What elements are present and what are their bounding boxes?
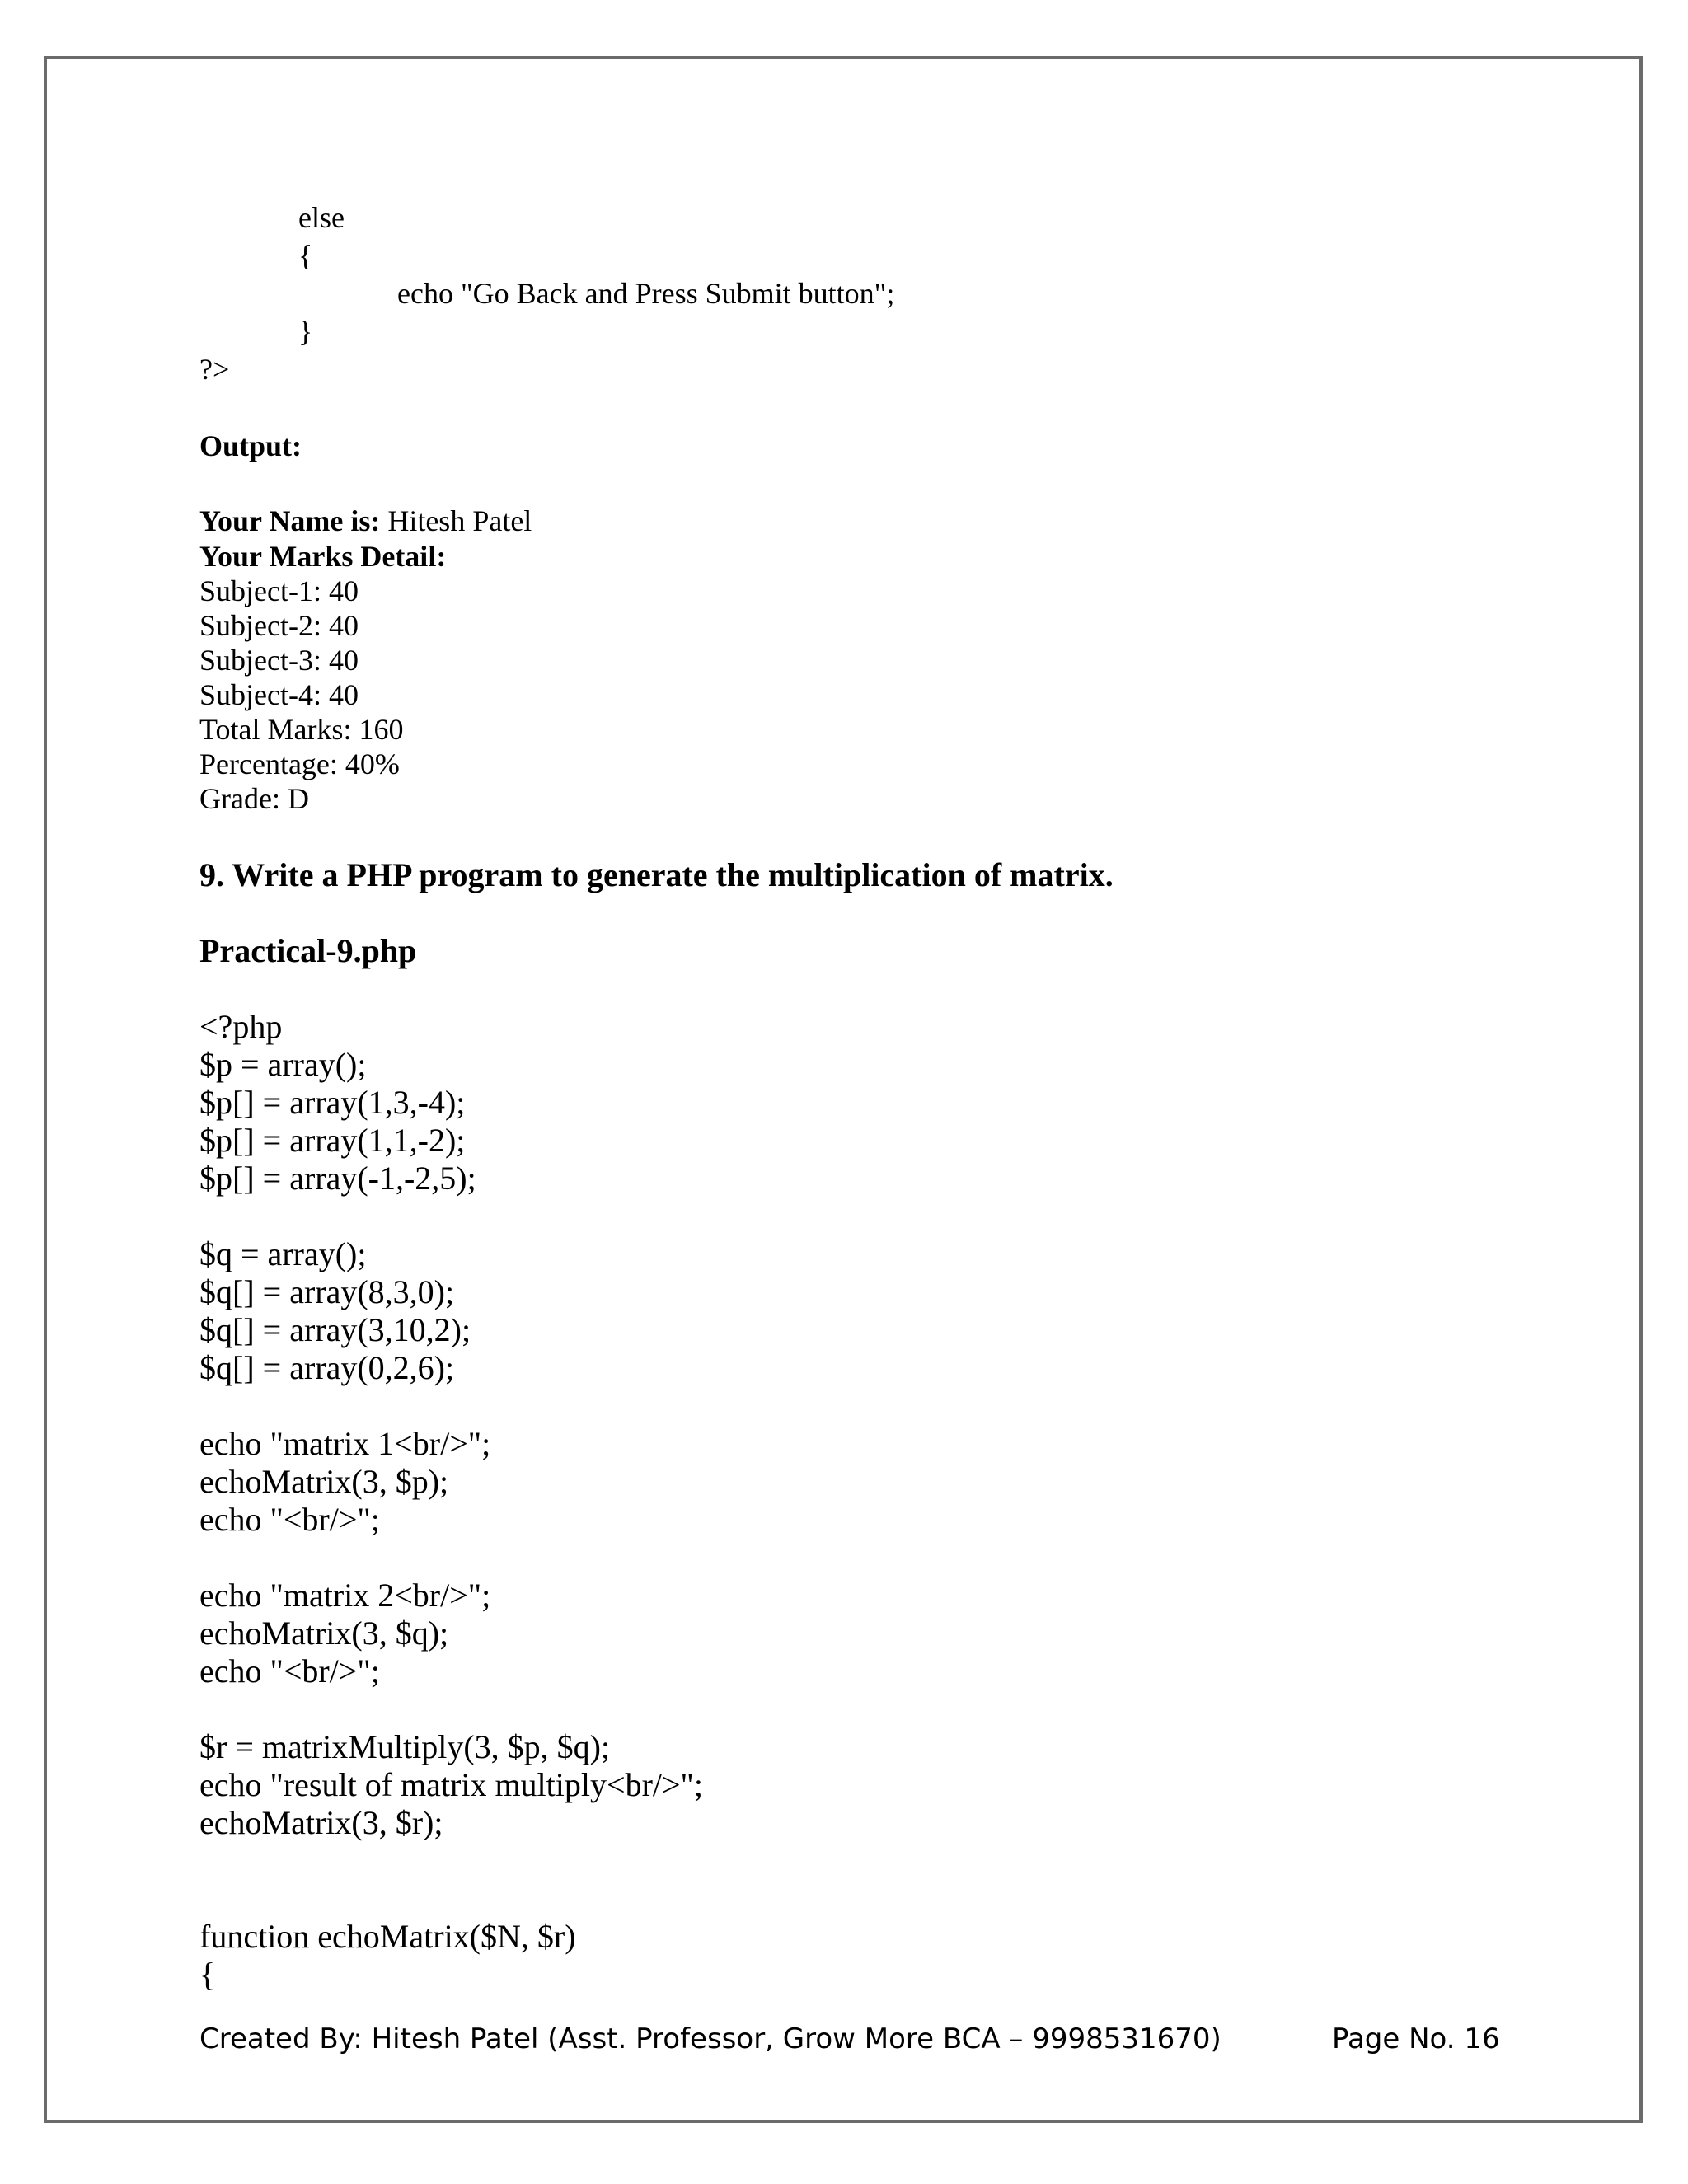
code-line: $q = array(); (199, 1235, 367, 1272)
code-line: function echoMatrix($N, $r) (199, 1918, 576, 1955)
code-else: else (298, 201, 345, 234)
file-name: Practical-9.php (199, 932, 417, 969)
code-line: echo "<br/>"; (199, 1652, 380, 1690)
code-line: echo "result of matrix multiply<br/>"; (199, 1766, 703, 1803)
code-line: $q[] = array(3,10,2); (199, 1311, 471, 1348)
code-line: $r = matrixMultiply(3, $p, $q); (199, 1728, 611, 1765)
output-line: Subject-3: 40 (199, 644, 359, 677)
output-heading: Output: (199, 429, 302, 462)
output-name-line (199, 506, 532, 536)
code-line: echo "<br/>"; (199, 1501, 380, 1538)
code-line: echoMatrix(3, $p); (199, 1463, 449, 1500)
code-line: $q[] = array(8,3,0); (199, 1273, 455, 1310)
code-close-brace: } (298, 315, 313, 348)
code-line: { (199, 1956, 216, 1993)
code-line: echoMatrix(3, $q); (199, 1615, 449, 1652)
output-line: Subject-4: 40 (199, 678, 359, 711)
footer-page-number: Page No. 16 (1332, 2022, 1500, 2055)
name-label: Your Name is: (199, 504, 381, 537)
code-line: echo "matrix 1<br/>"; (199, 1425, 491, 1462)
output-line: Subject-1: 40 (199, 574, 359, 607)
code-line: $p[] = array(1,1,-2); (199, 1122, 466, 1159)
code-line: $q[] = array(0,2,6); (199, 1349, 455, 1386)
code-line: <?php (199, 1008, 283, 1045)
code-line: echoMatrix(3, $r); (199, 1804, 443, 1841)
code-line: $p = array(); (199, 1046, 367, 1083)
output-line: Total Marks: 160 (199, 713, 404, 746)
output-line: Grade: D (199, 782, 309, 815)
code-echo-statement: echo "Go Back and Press Submit button"; (397, 277, 895, 310)
output-line: Percentage: 40% (199, 748, 400, 780)
marks-heading: Your Marks Detail: (199, 540, 447, 573)
output-line: Subject-2: 40 (199, 609, 359, 642)
question-title: 9. Write a PHP program to generate the multiplication of matrix. (199, 856, 1114, 893)
code-line: echo "matrix 2<br/>"; (199, 1577, 491, 1614)
code-php-close: ?> (199, 353, 230, 386)
code-line: $p[] = array(-1,-2,5); (199, 1160, 476, 1197)
name-value: Hitesh Patel (380, 504, 532, 537)
footer-created-by: Created By: Hitesh Patel (Asst. Professor, Grow More BCA – 9998531670) (199, 2022, 1221, 2055)
code-line: $p[] = array(1,3,-4); (199, 1084, 466, 1121)
code-open-brace: { (298, 239, 313, 272)
